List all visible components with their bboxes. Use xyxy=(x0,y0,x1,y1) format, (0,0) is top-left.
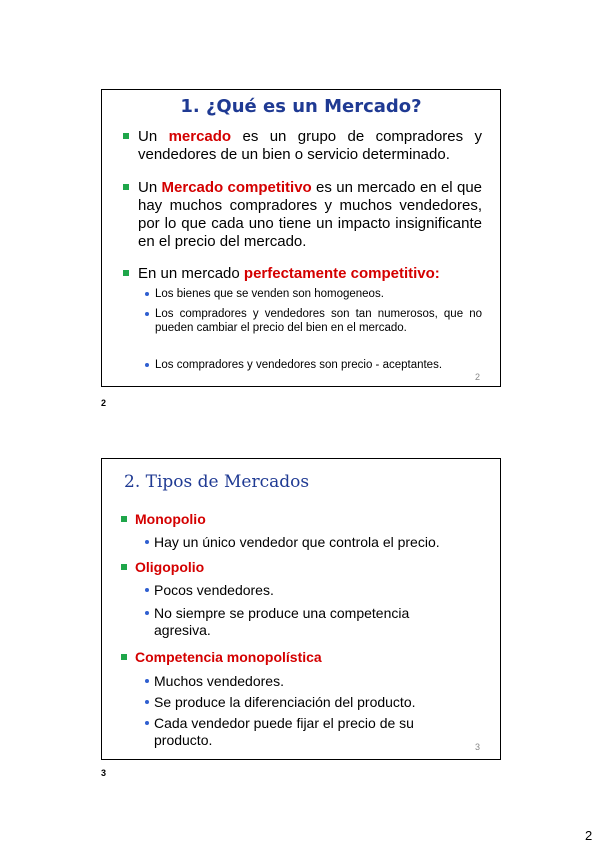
square-bullet-icon xyxy=(121,564,127,570)
group-item: Hay un único vendedor que controla el precio. xyxy=(154,534,440,550)
dot-bullet-icon xyxy=(145,721,149,725)
square-bullet-icon xyxy=(123,184,129,190)
slide-2 xyxy=(101,458,501,760)
slide-1-bullet-2: Un Mercado competitivo es un mercado en el que hay muchos compradores y muchos vendedores, por lo que cada uno tiene un impacto insignificante en el precio del mercado. xyxy=(138,179,483,250)
group-heading: Monopolio xyxy=(135,511,206,527)
group-heading: Competencia monopolística xyxy=(135,649,322,665)
page-number: 2 xyxy=(585,828,593,843)
slide-1-sub-1: Los bienes que se venden son homogeneos. xyxy=(155,288,384,300)
slide-1-sub-2: Los compradores y vendedores son tan numerosos, que no pueden cambiar el precio del bien en el mercado. xyxy=(155,308,482,334)
slide-1-number: 2 xyxy=(475,372,481,382)
group-item: Cada vendedor puede fijar el precio de su producto. xyxy=(154,715,414,748)
dot-bullet-icon xyxy=(145,679,149,683)
square-bullet-icon xyxy=(123,270,129,276)
slide-2-outer-number: 3 xyxy=(101,768,107,778)
slide-1-title: 1. ¿Qué es un Mercado? xyxy=(180,96,422,117)
dot-bullet-icon xyxy=(145,588,149,592)
group-item: No siempre se produce una competencia agresiva. xyxy=(154,605,410,638)
dot-bullet-icon xyxy=(145,611,149,615)
dot-bullet-icon xyxy=(145,540,149,544)
slide-1-bullet-3: En un mercado perfectamente competitivo: xyxy=(138,265,440,282)
group-item: Pocos vendedores. xyxy=(154,582,274,598)
slide-1 xyxy=(101,89,501,387)
square-bullet-icon xyxy=(121,516,127,522)
dot-bullet-icon xyxy=(145,363,149,367)
group-heading: Oligopolio xyxy=(135,559,205,575)
group-item: Se produce la diferenciación del producto. xyxy=(154,694,416,710)
dot-bullet-icon xyxy=(145,700,149,704)
square-bullet-icon xyxy=(123,133,129,139)
square-bullet-icon xyxy=(121,654,127,660)
slide-1-sub-3: Los compradores y vendedores son precio - aceptantes. xyxy=(155,359,443,371)
slide-1-outer-number: 2 xyxy=(101,398,107,408)
slide-2-number: 3 xyxy=(475,742,481,752)
slide-1-bullet-1: Un mercado es un grupo de compradores y vendedores de un bien o servicio determinado. xyxy=(138,128,482,163)
slide-2-title: 2. Tipos de Mercados xyxy=(124,472,310,492)
dot-bullet-icon xyxy=(145,292,149,296)
dot-bullet-icon xyxy=(145,312,149,316)
group-item: Muchos vendedores. xyxy=(154,673,284,689)
